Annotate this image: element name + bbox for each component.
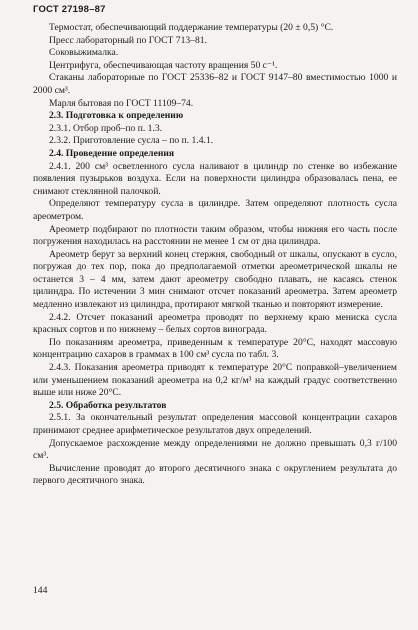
paragraph-p16: По показаниям ареометра, приведенным к температуре 20°С, находят массовую концентрацию сахаров в граммах в 100 см³ сусла по табл. 3. bbox=[33, 336, 397, 361]
paragraph-p17: 2.4.3. Показания ареометра приводят к температуре 20°С поправкой–увеличением или уменьшением показаний ареометра на 0,2 кг/м³ на каждый градус соответственно выше или ниже 20°С. bbox=[33, 362, 397, 399]
document-body bbox=[33, 22, 397, 488]
paragraph-p13: Ареометр подбирают по плотности таким образом, чтобы нижняя его часть после погружения находилась на расстоянии не менее 1 см от дна цилиндра. bbox=[33, 223, 397, 248]
paragraph-p14: Ареометр берут за верхний конец стержня, свободный от шкалы, опускают в сусло, погружая до тех пор, пока до предполагаемой отметки ареометрической шкалы не останется 3 – 4 мм, затем дают ареометру свободно плавать, не касаясь стенок цилиндра. По истечении 3 мин снимают отсчет показаний ареометра. Затем ареометр медленно извлекают из цилиндра, протирают мягкой тканью и повторяют измерение. bbox=[33, 248, 397, 311]
paragraph-p10: 2.4. Проведение определения bbox=[49, 147, 175, 159]
paragraph-p18: 2.5. Обработка результатов bbox=[49, 399, 167, 411]
paragraph-p08: 2.3.1. Отбор проб–по п. 1.3. bbox=[49, 122, 163, 134]
paragraph-p20: Допускаемое расхождение между определениями не должно превышать 0,3 г/100 см³. bbox=[33, 437, 397, 462]
page-number: 144 bbox=[33, 585, 48, 596]
paragraph-p02: Пресс лабораторный по ГОСТ 713–81. bbox=[49, 34, 207, 46]
page-header: ГОСТ 27198–87 bbox=[33, 4, 106, 15]
paragraph-p03: Соковыжималка. bbox=[49, 47, 119, 59]
paragraph-p09: 2.3.2. Приготовление сусла – по п. 1.4.1. bbox=[49, 135, 214, 147]
paragraph-p11: 2.4.1. 200 см³ осветленного сусла наливают в цилиндр по стенке во избежание появления пузырьков воздуха. Если на поверхности цилиндра образовалась пена, ее снимают стеклянной палочкой. bbox=[33, 160, 397, 197]
paragraph-p12: Определяют температуру сусла в цилиндре. Затем определяют плотность сусла ареометром. bbox=[33, 198, 397, 222]
paragraph-p04: Центрифуга, обеспечивающая частоту вращения 50 с⁻¹. bbox=[49, 59, 278, 71]
paragraph-p07: 2.3. Подготовка к определению bbox=[49, 110, 184, 122]
paragraph-p15: 2.4.2. Отсчет показаний ареометра проводят по верхнему краю мениска сусла красных сортов и по нижнему – белых сортов винограда. bbox=[33, 311, 397, 336]
paragraph-p06: Марля бытовая по ГОСТ 11109–74. bbox=[49, 97, 194, 109]
paragraph-p19: 2.5.1. За окончательный результат определения массовой концентрации сахаров принимают среднее арифметическое результатов двух определений. bbox=[33, 412, 397, 436]
paragraph-p21: Вычисление проводят до второго десятичного знака с округлением результата до первого десятичного знака. bbox=[33, 462, 397, 487]
paragraph-p01: Термостат, обеспечивающий поддержание температуры (20 ± 0,5) °С. bbox=[49, 22, 334, 33]
paragraph-p05: Стаканы лабораторные по ГОСТ 25336–82 и ГОСТ 9147–80 вместимостью 1000 и 2000 см³. bbox=[33, 72, 397, 96]
